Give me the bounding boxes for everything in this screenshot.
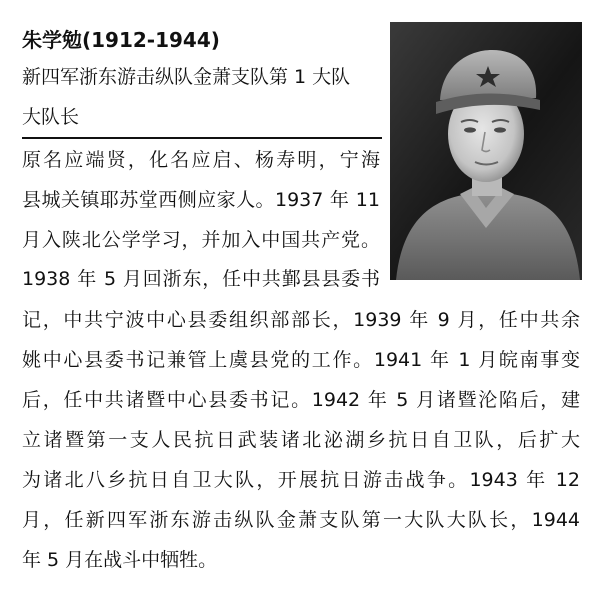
- bio-line: 月入陕北公学学习，并加入中国共产党。: [22, 229, 380, 251]
- bio-line: 年 5 月在战斗中牺牲。: [22, 549, 218, 571]
- person-name: 朱学勉(1912-1944): [22, 28, 220, 52]
- bio-line: 后，任中共诸暨中心县委书记。1942 年 5 月诸暨沦陷后，建: [22, 389, 580, 411]
- portrait-photo: [390, 22, 582, 280]
- bio-line: 立诸暨第一支人民抗日武装诸北泌湖乡抗日自卫队，后扩大: [22, 429, 580, 451]
- position-title-line-1: 新四军浙东游击纵队金萧支队第 1 大队: [22, 66, 351, 88]
- bio-line: 记，中共宁波中心县委组织部部长，1939 年 9 月，任中共余: [22, 309, 580, 331]
- position-title-line-2: 大队长: [22, 106, 80, 128]
- bio-line: 月，任新四军浙东游击纵队金萧支队第一大队大队长，1944: [22, 509, 580, 531]
- bio-line: 为诸北八乡抗日自卫大队，开展抗日游击战争。1943 年 12: [22, 469, 580, 491]
- bio-line: 姚中心县委书记兼管上虞县党的工作。1941 年 1 月皖南事变: [22, 349, 580, 371]
- divider-rule: [22, 137, 382, 139]
- bio-line: 原名应端贤，化名应启、杨寿明，宁海: [22, 149, 380, 171]
- bio-line: 1938 年 5 月回浙东，任中共鄞县县委书: [22, 268, 380, 290]
- bio-line: 县城关镇耶苏堂西侧应家人。1937 年 11: [22, 189, 380, 211]
